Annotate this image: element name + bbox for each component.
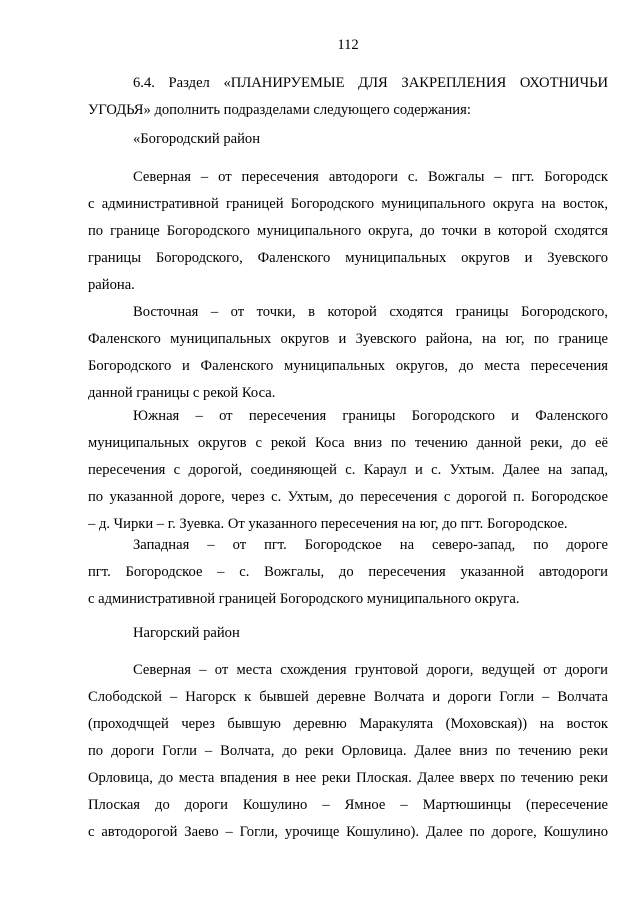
text-line: Восточная – от точки, в которой сходятся границы Богородского, xyxy=(133,304,608,320)
text-line: с административной границей Богородского муниципального округа на восток, xyxy=(88,196,608,212)
text-line: Орловица, до места впадения в нее реки Плоская. Далее вверх по течению реки xyxy=(88,770,608,786)
text-line: по границе Богородского муниципального округа, до точки в которой сходятся xyxy=(88,223,608,239)
text-line: муниципальных округов с рекой Коса вниз по течению данной реки, до её xyxy=(88,435,608,451)
text-line: по дороги Гогли – Волчата, до реки Орловица. Далее вниз по течению реки xyxy=(88,743,608,759)
section-heading-nagorsky: Нагорский район xyxy=(133,625,240,641)
text-line: пересечения с дорогой, соединяющей с. Караул и с. Ухтым. Далее на запад, xyxy=(88,462,608,478)
page-number: 112 xyxy=(337,37,359,53)
text-line: пгт. Богородское – с. Вожгалы, до пересечения указанной автодороги xyxy=(88,564,608,580)
paragraph-south-bogorodsky xyxy=(88,403,608,538)
paragraph-west-bogorodsky xyxy=(88,532,608,613)
text-line: Южная – от пересечения границы Богородского и Фаленского xyxy=(133,408,608,424)
text-line: данной границы с рекой Коса. xyxy=(88,385,276,401)
text-line: – д. Чирки – г. Зуевка. От указанного пересечения на юг, до пгт. Богородское. xyxy=(88,516,568,532)
paragraph-east-bogorodsky xyxy=(88,299,608,407)
text-line: УГОДЬЯ» дополнить подразделами следующего содержания: xyxy=(88,102,471,118)
text-line: границы Богородского, Фаленского муниципальных округов и Зуевского xyxy=(88,250,608,266)
paragraph-north-bogorodsky xyxy=(88,164,608,299)
text-line: Северная – от места схождения грунтовой дороги, ведущей от дороги xyxy=(133,662,608,678)
text-line: района. xyxy=(88,277,135,293)
text-line: с административной границей Богородского муниципального округа. xyxy=(88,591,520,607)
section-heading-bogorodsky: «Богородский район xyxy=(133,131,261,147)
text-line: Плоская до дороги Кошулино – Ямное – Мартюшинцы (пересечение xyxy=(88,797,608,813)
text-line: 6.4. Раздел «ПЛАНИРУЕМЫЕ ДЛЯ ЗАКРЕПЛЕНИЯ ОХОТНИЧЬИ xyxy=(133,75,608,91)
text-line: Богородского и Фаленского муниципальных округов, до места пересечения xyxy=(88,358,608,374)
text-line: по указанной дороге, через с. Ухтым, до пересечения с дорогой п. Богородское xyxy=(88,489,608,505)
text-line: Западная – от пгт. Богородское на северо-запад, по дороге xyxy=(133,537,608,553)
text-line: Фаленского муниципальных округов и Зуевского района, на юг, по границе xyxy=(88,331,608,347)
text-line: (проходчщей через бывшую деревню Маракулята (Моховская)) на восток xyxy=(88,716,608,732)
intro-paragraph xyxy=(88,70,608,124)
document-page xyxy=(88,0,608,905)
text-line: с автодорогой Заево – Гогли, урочище Кошулино). Далее по дороге, Кошулино xyxy=(88,824,608,840)
text-line: Слободской – Нагорск к бывшей деревне Волчата и дороги Гогли – Волчата xyxy=(88,689,608,705)
text-line: Северная – от пересечения автодороги с. Вожгалы – пгт. Богородск xyxy=(133,169,608,185)
paragraph-north-nagorsky xyxy=(88,657,608,846)
